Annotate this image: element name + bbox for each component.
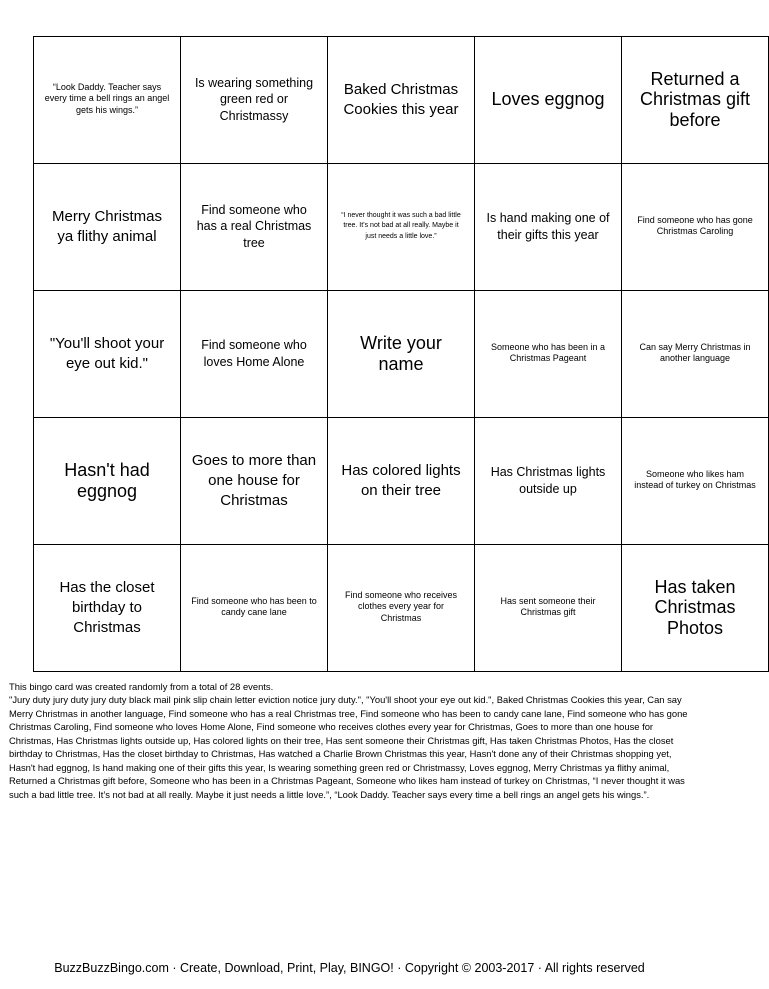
- grid-row: [34, 37, 769, 164]
- bingo-cell: [475, 291, 622, 418]
- cell-text: Find someone who has gone Christmas Caroling: [637, 214, 753, 237]
- grid-row: [34, 545, 769, 672]
- note-intro: This bingo card was created randomly from a total of 28 events.: [9, 681, 274, 692]
- bingo-grid: [33, 36, 769, 672]
- bingo-cell: [181, 418, 328, 545]
- grid-row: [34, 164, 769, 291]
- cell-text: Has the closet birthday to Christmas: [59, 578, 155, 637]
- bingo-cell: [34, 291, 181, 418]
- cell-text: Hasn't had eggnog: [64, 460, 150, 501]
- cell-text: Find someone who loves Home Alone: [201, 337, 307, 369]
- cell-text: Returned a Christmas gift before: [639, 68, 751, 131]
- footer-copyright: BuzzBuzzBingo.com · Create, Download, Print, Play, BINGO! · Copyright © 2003-2017 · All rights reserved: [54, 961, 645, 975]
- bingo-cell: [622, 291, 769, 418]
- bingo-cell: [475, 418, 622, 545]
- cell-text: Can say Merry Christmas in another language: [639, 341, 751, 364]
- grid-row: [34, 291, 769, 418]
- bingo-cell: [181, 291, 328, 418]
- cell-text: Find someone who has been to candy cane lane: [191, 595, 317, 618]
- bingo-cell: [622, 545, 769, 672]
- cell-text: Is hand making one of their gifts this year: [486, 210, 610, 242]
- cell-text: Baked Christmas Cookies this year: [343, 80, 459, 118]
- bingo-cell: [34, 37, 181, 164]
- cell-text: “Look Daddy. Teacher says every time a bell rings an angel gets his wings.”: [44, 81, 170, 116]
- events-note: [9, 680, 691, 801]
- bingo-cell: [34, 418, 181, 545]
- bingo-cell: [475, 545, 622, 672]
- cell-text: Has sent someone their Christmas gift: [500, 595, 596, 618]
- bingo-cell: [622, 37, 769, 164]
- grid-row: [34, 418, 769, 545]
- cell-text: Goes to more than one house for Christmas: [191, 451, 317, 510]
- bingo-cell: [328, 37, 475, 164]
- cell-text: Find someone who receives clothes every year for Christmas: [344, 589, 458, 624]
- cell-text: Someone who has been in a Christmas Pageant: [490, 341, 606, 364]
- bingo-cell: [328, 164, 475, 291]
- cell-text: Is wearing something green red or Christmassy: [194, 75, 314, 124]
- bingo-cell: [328, 545, 475, 672]
- free-space-cell: [328, 291, 475, 418]
- cell-text: Loves eggnog: [491, 89, 605, 110]
- cell-text: Has colored lights on their tree: [341, 461, 461, 499]
- note-events-list: "Jury duty jury duty jury duty black mail pink slip chain letter eviction notice jury duty.", "You'll shoot your eye out kid.", Baked Christmas Cookies this year, Can say Merry Christmas in another language, Find someone who has a real Christmas tree, Find someone who has been to candy cane lane, Find someone who has gone Christmas Caroling, Find someone who loves Home Alone, Find someone who receives clothes every year for Christmas, Goes to more than one house for Christmas, Has Christmas lights outside up, Has colored lights on their tree, Has sent someone their Christmas gift, Has taken Christmas Photos, Has the closet birthday to Christmas, Has the closet birthday to Christmas, Has watched a Charlie Brown Christmas this year, Hasn't done any of their Christmas shopping yet, Hasn't had eggnog, Is hand making one of their gifts this year, Is wearing something green red or Christmassy, Loves eggnog, Merry Christmas ya flithy animal, Returned a Christmas gift before, Someone who has been in a Christmas Pageant, Someone who likes ham instead of turkey on Christmas, “I never thought it was such a bad little tree. It’s not bad at all really. Maybe it just needs a little love.”, “Look Daddy. Teacher says every time a bell rings an angel gets his wings.”.: [9, 694, 688, 800]
- bingo-cell: [181, 37, 328, 164]
- cell-text: Find someone who has a real Christmas tree: [196, 202, 312, 251]
- bingo-cell: [181, 545, 328, 672]
- bingo-cell: [475, 37, 622, 164]
- bingo-cell: [475, 164, 622, 291]
- cell-text: "You'll shoot your eye out kid.": [49, 334, 165, 372]
- cell-text: Has taken Christmas Photos: [654, 576, 736, 639]
- bingo-cell: [622, 418, 769, 545]
- bingo-cell: [181, 164, 328, 291]
- cell-text: “I never thought it was such a bad little tree. It’s not bad at all really. Maybe it just needs a little love.”: [341, 212, 461, 240]
- cell-text: Has Christmas lights outside up: [490, 464, 606, 496]
- cell-text: Merry Christmas ya flithy animal: [51, 207, 162, 245]
- bingo-cell: [34, 545, 181, 672]
- cell-text: Write your name: [360, 333, 442, 374]
- bingo-cell: [622, 164, 769, 291]
- cell-text: Someone who likes ham instead of turkey on Christmas: [634, 468, 756, 491]
- bingo-cell: [328, 418, 475, 545]
- bingo-cell: [34, 164, 181, 291]
